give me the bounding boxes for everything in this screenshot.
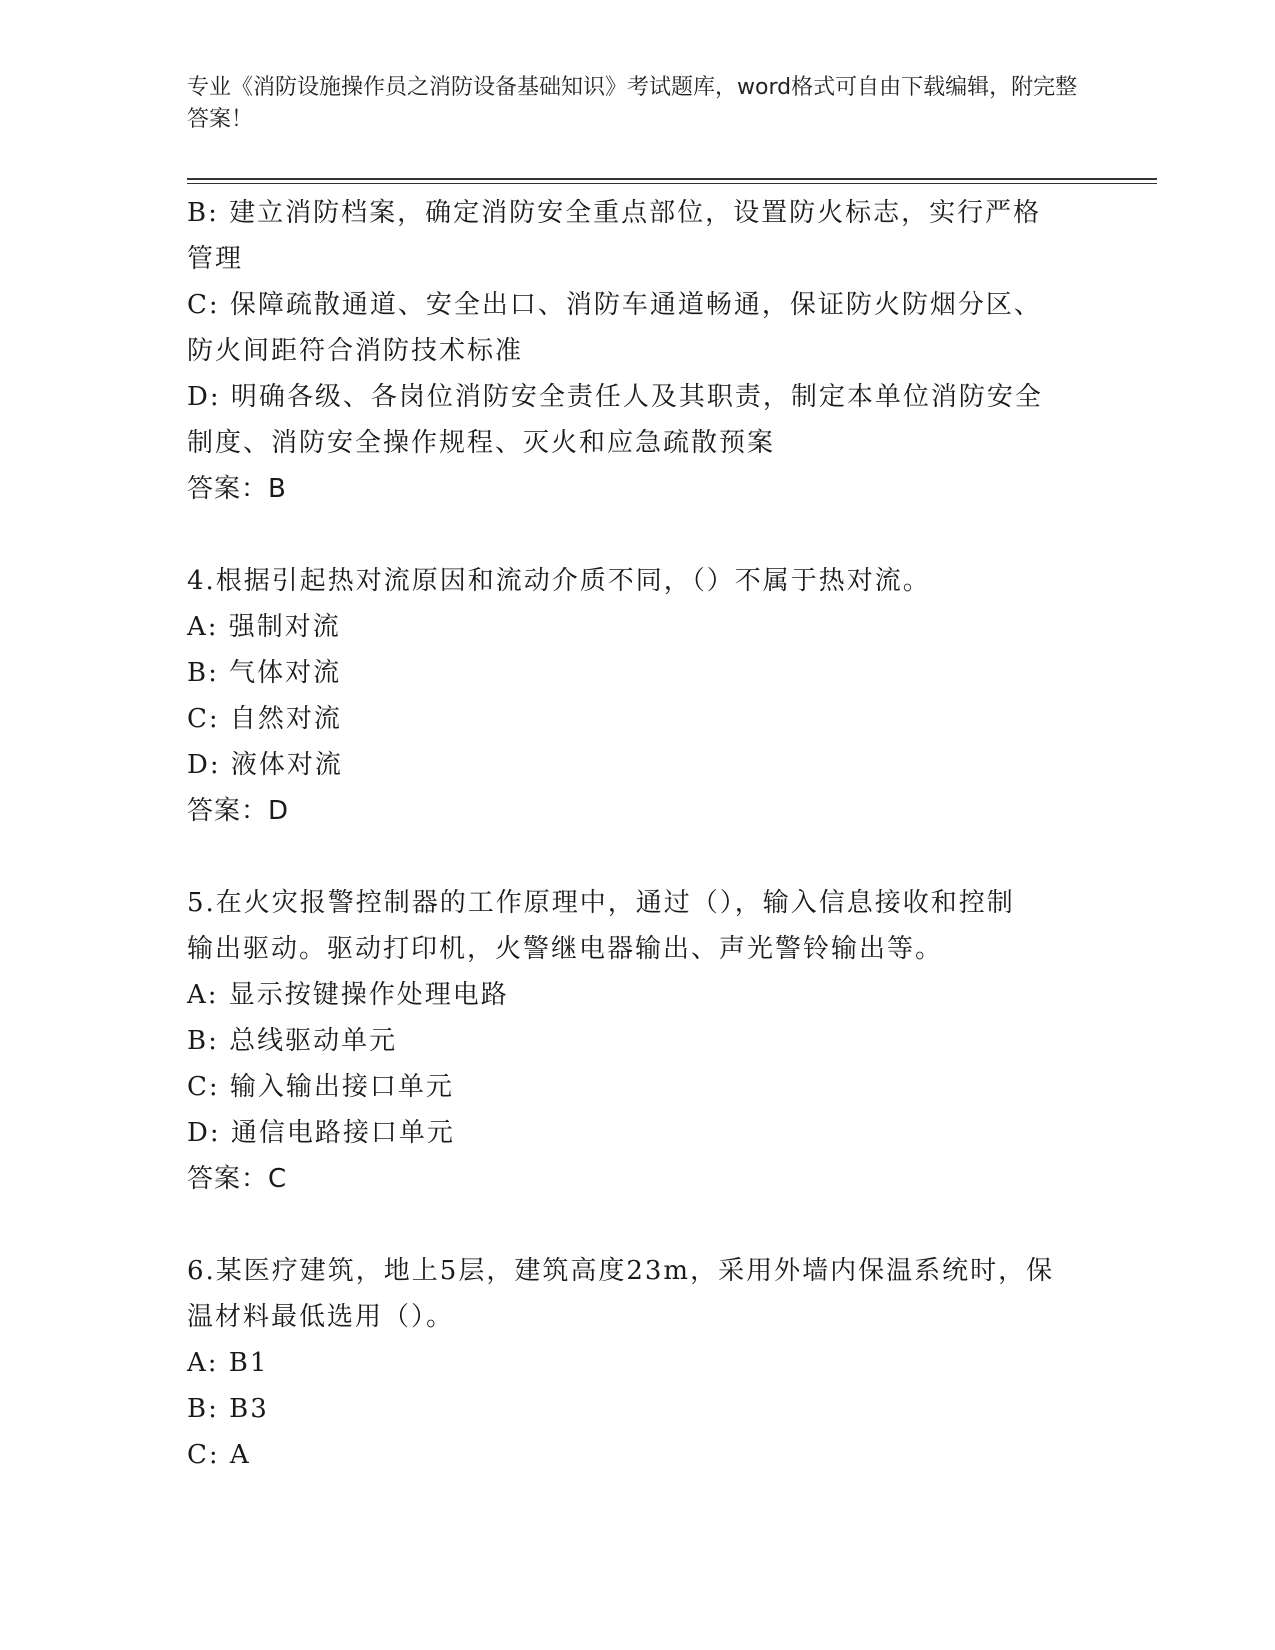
option-c: C: A [187,1440,251,1470]
option-d: D: 通信电路接口单元 [187,1118,455,1148]
header-divider-thin [187,183,1157,184]
option-a: A: 强制对流 [187,612,341,642]
question-content [187,190,1087,1478]
question-text: 4.根据引起热对流原因和流动介质不同，（）不属于热对流。 [187,566,931,596]
question-text-line-2: 温材料最低选用（）。 [187,1302,455,1332]
option-d: D: 液体对流 [187,750,343,780]
option-d-line-1: D: 明确各级、各岗位消防安全责任人及其职责，制定本单位消防安全 [187,382,1043,412]
option-b: B: 总线驱动单元 [187,1026,398,1056]
document-header [187,72,1087,136]
answer: 答案：C [187,1164,288,1194]
question-4 [187,558,1087,834]
option-c-line-2: 防火间距符合消防技术标准 [187,336,524,366]
option-a: A: B1 [187,1348,269,1378]
answer: 答案：D [187,796,290,826]
answer: 答案：B [187,474,287,504]
option-b: B: 气体对流 [187,658,342,688]
option-b: B: B3 [187,1394,269,1424]
option-c: C: 输入输出接口单元 [187,1072,454,1102]
spacer [187,1202,1087,1248]
spacer [187,512,1087,558]
header-divider-thick [187,178,1157,180]
option-c-line-1: C: 保障疏散通道、安全出口、消防车通道畅通，保证防火防烟分区、 [187,290,1042,320]
option-b-line-2: 管理 [187,244,244,274]
header-text: 专业《消防设施操作员之消防设备基础知识》考试题库，word格式可自由下载编辑，附完整答案！ [187,75,1078,132]
question-3-continuation [187,190,1087,512]
option-b-line-1: B: 建立消防档案，确定消防安全重点部位，设置防火标志，实行严格 [187,198,1042,228]
question-text-line-1: 5.在火灾报警控制器的工作原理中，通过（），输入信息接收和控制 [187,888,1015,918]
question-6 [187,1248,1087,1478]
option-a: A: 显示按键操作处理电路 [187,980,509,1010]
option-c: C: 自然对流 [187,704,342,734]
question-text-line-2: 输出驱动。驱动打印机，火警继电器输出、声光警铃输出等。 [187,934,944,964]
option-d-line-2: 制度、消防安全操作规程、灭火和应急疏散预案 [187,428,776,458]
question-5 [187,880,1087,1202]
spacer [187,834,1087,880]
question-text-line-1: 6.某医疗建筑，地上5层，建筑高度23m，采用外墙内保温系统时，保 [187,1256,1055,1286]
